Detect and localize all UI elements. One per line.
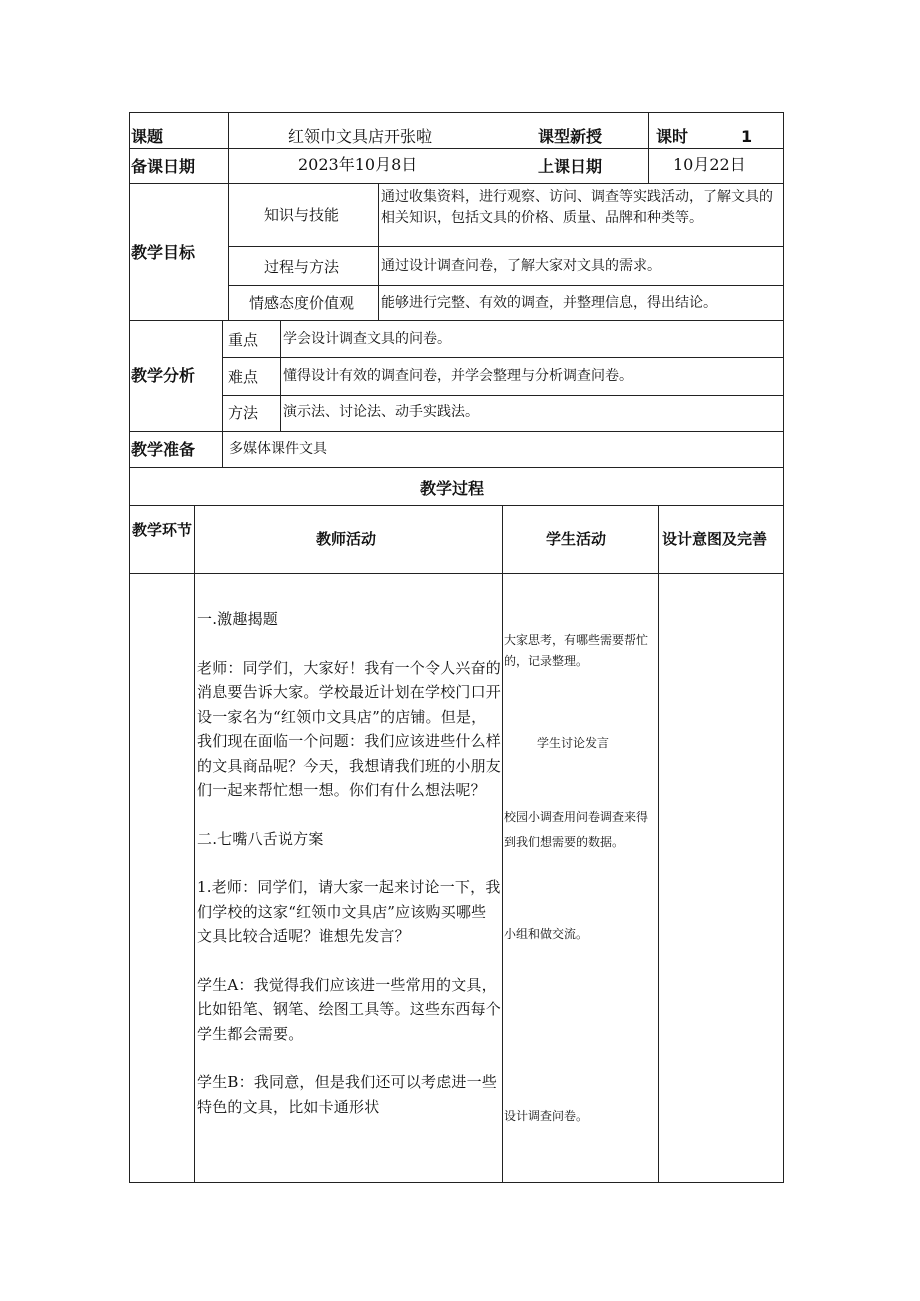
row-divider	[228, 285, 784, 286]
table-border-bottom	[129, 1182, 784, 1183]
analysis-text: 学会设计调查文具的问卷。	[283, 331, 451, 347]
process-title: 教学过程	[420, 479, 485, 498]
row-divider	[129, 573, 784, 574]
student-note: 学生讨论发言	[537, 736, 610, 750]
teacher-paragraph: 一.激趣揭题	[197, 610, 278, 628]
period-value: 1	[741, 127, 753, 146]
teacher-paragraph: 学生B：我同意，但是我们还可以考虑进一些特色的文具，比如卡通形状	[197, 1073, 498, 1116]
lesson-type-label: 课型新授	[538, 127, 603, 146]
student-note: 设计调查问卷。	[504, 1109, 589, 1123]
column-header-student: 学生活动	[546, 530, 607, 548]
col-divider	[222, 320, 223, 468]
preparation-text: 多媒体课件文具	[229, 441, 327, 457]
objective-text: 通过收集资料，进行观察、访问、调查等实践活动，了解文具的相关知识，包括文具的价格、质量、品牌和种类等。	[381, 189, 773, 226]
analysis-label: 教学分析	[131, 366, 196, 385]
topic-label: 课题	[131, 127, 164, 146]
col-divider	[194, 505, 195, 1183]
row-divider	[222, 395, 784, 396]
teacher-paragraph: 老师：同学们，大家好！我有一个令人兴奋的消息要告诉大家。学校最近计划在学校门口开设一家名为“红领巾文具店”的店铺。但是，我们现在面临一个问题：我们应该进些什么样的文具商品呢？今天，我想请我们班的小朋友们一起来帮忙想一想。你们有什么想法呢？	[197, 658, 502, 799]
column-header-teacher: 教师活动	[316, 530, 377, 548]
student-note: 小组和做交流。	[504, 927, 589, 941]
preparation-label: 教学准备	[131, 440, 196, 459]
row-divider	[129, 467, 784, 468]
teacher-paragraph: 1.老师：同学们，请大家一起来讨论一下，我们学校的这家“红领巾文具店”应该购买哪些文具比较合适呢？谁想先发言？	[197, 878, 501, 945]
prep-date-label: 备课日期	[131, 157, 196, 176]
objective-name: 过程与方法	[264, 258, 340, 276]
analysis-name: 难点	[228, 368, 259, 386]
row-divider	[228, 246, 784, 247]
class-date-label: 上课日期	[538, 157, 603, 176]
analysis-text: 懂得设计有效的调查问卷，并学会整理与分析调查问卷。	[283, 368, 633, 384]
analysis-name: 重点	[228, 331, 259, 349]
table-border-right	[783, 112, 784, 1183]
col-divider	[658, 505, 659, 1183]
period-label: 课时	[656, 127, 689, 146]
objective-text: 能够进行完整、有效的调查，并整理信息，得出结论。	[381, 295, 717, 311]
teacher-paragraph: 学生A：我觉得我们应该进一些常用的文具，比如铅笔、钢笔、绘图工具等。这些东西每个学生都会需要。	[197, 975, 502, 1043]
analysis-name: 方法	[228, 404, 259, 422]
col-divider	[502, 505, 503, 1183]
objective-name: 情感态度价值观	[249, 294, 355, 312]
objective-name: 知识与技能	[264, 206, 340, 224]
row-divider	[222, 357, 784, 358]
class-date-value: 10月22日	[673, 155, 746, 174]
column-header-stage: 教学环节	[131, 521, 192, 539]
col-divider	[378, 183, 379, 321]
row-divider	[129, 431, 784, 432]
col-divider	[280, 320, 281, 432]
analysis-text: 演示法、讨论法、动手实践法。	[283, 404, 479, 420]
topic-value: 红领巾文具店开张啦	[288, 127, 433, 146]
student-note: 大家思考，有哪些需要帮忙的，记录整理。	[504, 633, 649, 668]
column-header-design: 设计意图及完善	[662, 530, 768, 548]
col-divider	[648, 112, 649, 184]
row-divider	[129, 505, 784, 506]
table-border-left	[129, 112, 130, 1183]
col-divider	[228, 112, 229, 321]
teacher-activity	[197, 607, 501, 1119]
prep-date-value: 2023年10月8日	[298, 155, 418, 174]
teacher-paragraph: 二.七嘴八舌说方案	[197, 829, 324, 848]
student-note: 校园小调查用问卷调查来得到我们想需要的数据。	[504, 810, 649, 849]
objective-text: 通过设计调查问卷，了解大家对文具的需求。	[381, 258, 661, 274]
objectives-label: 教学目标	[131, 243, 196, 262]
